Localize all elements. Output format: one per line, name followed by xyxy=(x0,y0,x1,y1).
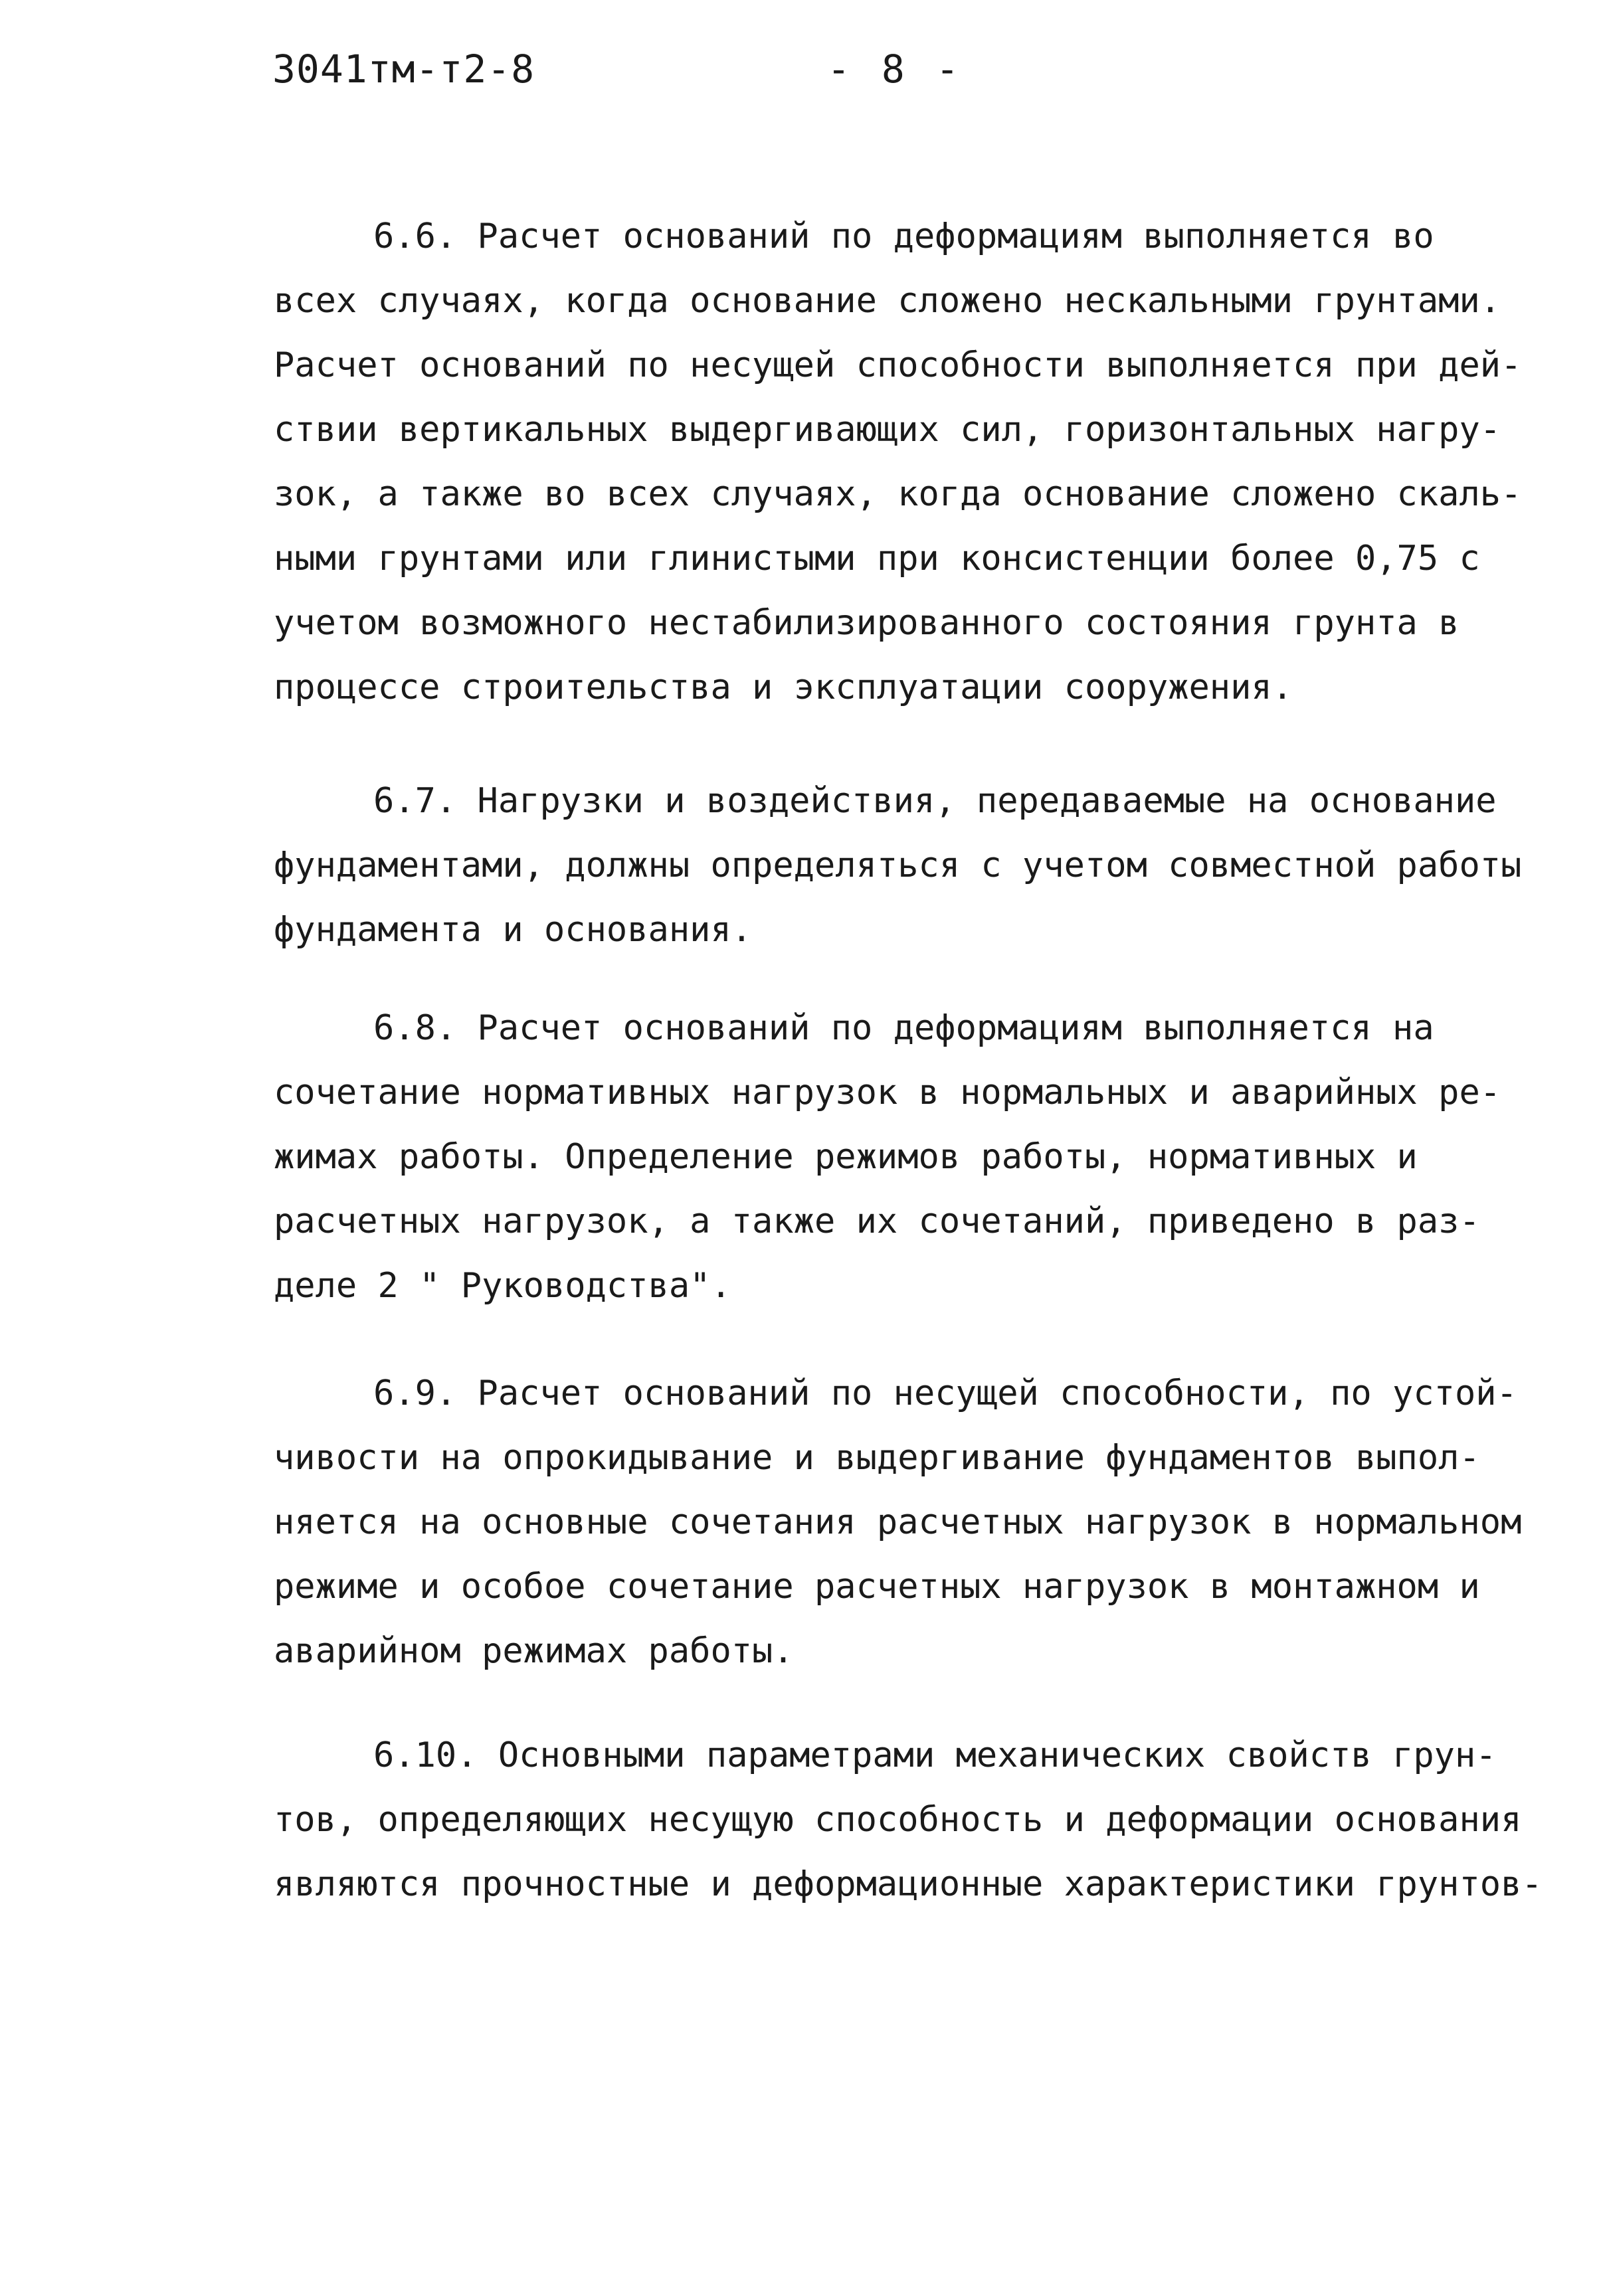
paragraph-line: зок, а также во всех случаях, когда основание сложено скаль- xyxy=(274,474,1522,514)
section-6-9 xyxy=(274,1362,1522,1684)
paragraph-line: няется на основные сочетания расчетных нагрузок в нормальном xyxy=(274,1502,1522,1542)
paragraph-line: 6.8. Расчет оснований по деформациям выполняется на xyxy=(373,1008,1434,1048)
paragraph-line: Расчет оснований по несущей способности выполняется при дей- xyxy=(274,345,1522,385)
paragraph-line: сочетание нормативных нагрузок в нормальных и аварийных ре- xyxy=(274,1073,1501,1112)
paragraph-line: 6.10. Основными параметрами механических свойств грун- xyxy=(373,1735,1497,1775)
paragraph-line: учетом возможного нестабилизированного состояния грунта в xyxy=(274,603,1460,643)
paragraph-line: 6.9. Расчет оснований по несущей способности, по устой- xyxy=(373,1373,1517,1413)
paragraph-line: деле 2 " Руководства". xyxy=(274,1266,731,1306)
section-6-6 xyxy=(274,205,1522,720)
paragraph-line: режиме и особое сочетание расчетных нагрузок в монтажном и xyxy=(274,1567,1480,1607)
paragraph-line: фундаментами, должны определяться с учетом совместной работы xyxy=(274,845,1522,885)
paragraph-line: жимах работы. Определение режимов работы, нормативных и xyxy=(274,1137,1418,1177)
paragraph-line: ными грунтами или глинистыми при консистенции более 0,75 с xyxy=(274,539,1480,578)
paragraph-line: процессе строительства и эксплуатации сооружения. xyxy=(274,667,1293,707)
paragraph-line: расчетных нагрузок, а также их сочетаний, приведено в раз- xyxy=(274,1201,1480,1241)
paragraph-line: являются прочностные и деформационные характеристики грунтов- xyxy=(274,1864,1543,1904)
paragraph-line: тов, определяющих несущую способность и деформации основания xyxy=(274,1800,1522,1840)
paragraph-line: фундамента и основания. xyxy=(274,910,753,950)
document-code: 3041тм-т2-8 xyxy=(272,46,535,92)
paragraph-line: чивости на опрокидывание и выдергивание фундаментов выпол- xyxy=(274,1438,1480,1478)
paragraph-line: аварийном режимах работы. xyxy=(274,1631,794,1671)
page-number: - 8 - xyxy=(827,46,963,92)
section-6-7 xyxy=(274,769,1522,962)
paragraph-line: 6.6. Расчет оснований по деформациям выполняется во xyxy=(373,217,1434,256)
paragraph-line: всех случаях, когда основание сложено нескальными грунтами. xyxy=(274,281,1501,321)
section-6-8 xyxy=(274,996,1501,1318)
paragraph-line: 6.7. Нагрузки и воздействия, передаваемые на основание xyxy=(373,781,1497,821)
section-6-10 xyxy=(274,1723,1543,1917)
paragraph-line: ствии вертикальных выдергивающих сил, горизонтальных нагру- xyxy=(274,410,1501,450)
